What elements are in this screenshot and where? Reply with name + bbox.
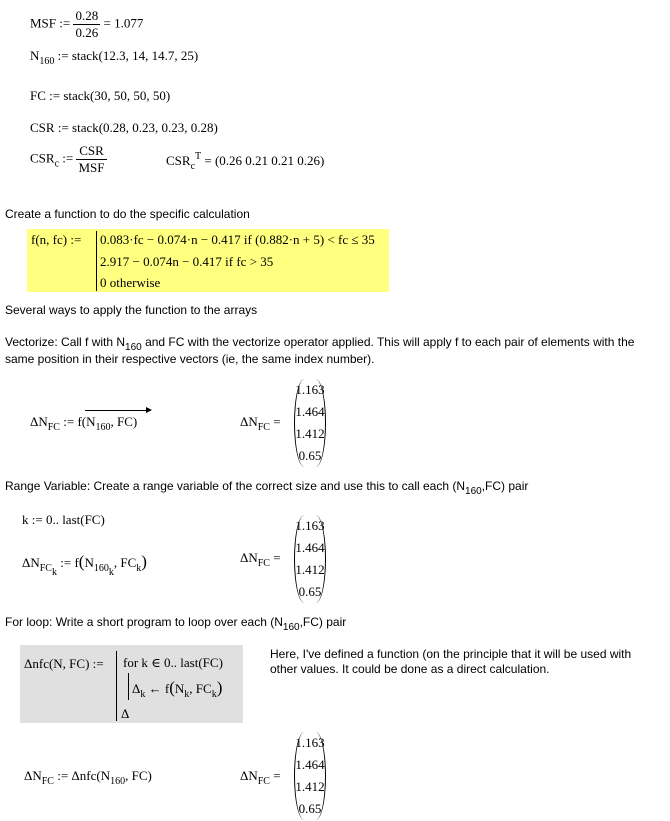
n160-definition xyxy=(30,48,198,67)
forloop-expression: := Δnfc(N xyxy=(57,768,111,783)
range-text-b: ,FC) pair xyxy=(481,479,529,493)
csrc-subscript: c xyxy=(54,158,60,170)
delta-subscript: k xyxy=(140,689,146,700)
fc-var: , FC xyxy=(189,681,212,696)
expr-part: , FC) xyxy=(110,414,138,429)
note-line-2: other values. It could be done as a direct calculation. xyxy=(270,662,550,676)
vectorize-definition xyxy=(30,414,137,433)
vectorize-text-sub: 160 xyxy=(125,342,142,353)
result-vector-2 xyxy=(294,515,326,603)
assign-operator: := xyxy=(59,15,71,31)
for-loop-text xyxy=(5,615,346,633)
n-var: N xyxy=(84,555,94,570)
forloop-expression-end: , FC) xyxy=(125,768,152,783)
fc-subscript: k xyxy=(136,563,142,574)
assign-operator: := xyxy=(63,414,75,429)
program-bracket-outer xyxy=(116,651,117,721)
delta-n-label: ΔN xyxy=(24,768,42,783)
range-k-definition: k := 0.. last(FC) xyxy=(22,512,105,527)
csrc-fraction xyxy=(76,143,106,176)
msf-definition xyxy=(30,8,143,41)
vector-cell: 1.412 xyxy=(295,562,325,577)
csrc-t-subscript: c xyxy=(190,161,196,172)
fc-var: FC xyxy=(120,555,137,570)
numerator: 0.28 xyxy=(75,8,99,23)
for-loop-text-sub: 160 xyxy=(282,622,300,633)
delta-n-label: ΔN xyxy=(240,414,258,429)
close-paren: ) xyxy=(216,678,223,697)
denominator: MSF xyxy=(78,160,105,175)
range-variable-text xyxy=(5,479,528,497)
expr-part: f(N xyxy=(77,414,96,429)
delta-n-label: ΔN xyxy=(240,768,258,783)
delta-n-label: ΔN xyxy=(240,550,258,565)
vector-cell: 1.464 xyxy=(295,540,325,555)
equals-operator: = xyxy=(273,768,281,783)
for-loop-text-a: For loop: Write a short program to loop over each (N xyxy=(5,615,283,629)
assign-f: ← f xyxy=(145,681,170,696)
delta-n-subscript: FC xyxy=(47,422,60,433)
program-lhs: Δnfc(N, FC) := xyxy=(24,656,104,671)
vector-cell: 1.412 xyxy=(295,426,325,441)
vectorize-text-line-2: same position in their respective vectors (ie, the same index number). xyxy=(5,352,375,366)
several-ways-text: Several ways to apply the function to the arrays xyxy=(5,303,258,317)
assign-operator: := xyxy=(62,150,74,166)
function-line-2: 2.917 − 0.074n − 0.417 if fc > 35 xyxy=(100,254,274,269)
open-paren: ( xyxy=(169,678,175,697)
create-function-text: Create a function to do the specific calculation xyxy=(5,207,250,221)
for-loop-text-b: ,FC) pair xyxy=(299,615,347,629)
program-line-1: for k ∈ 0.. last(FC) xyxy=(123,655,223,670)
vector-cell: 1.163 xyxy=(295,382,325,397)
range-definition: $\Delta N_{FC_k}$ := $f(N_{160_k}$, $FC_k$) xyxy=(22,552,147,578)
delta-n-subscript: FC xyxy=(41,776,54,787)
n-subscript: k xyxy=(184,689,190,700)
equals-operator: = xyxy=(273,414,281,429)
forloop-subscript: 160 xyxy=(110,776,126,787)
msf-label: MSF xyxy=(30,15,57,31)
delta-n-subscript: FC xyxy=(257,558,270,569)
fc-definition xyxy=(30,88,170,104)
assign-operator: := xyxy=(60,555,72,570)
result-vector-3 xyxy=(294,732,326,820)
open-paren: ( xyxy=(78,552,85,571)
n-var: N xyxy=(174,681,185,696)
range-result-label xyxy=(240,550,281,569)
vectorize-arrow xyxy=(85,410,150,411)
csr-label: CSR xyxy=(30,120,55,135)
delta-n-subscript: FC xyxy=(257,776,270,787)
forloop-definition xyxy=(24,768,152,787)
n-subscript: 160 xyxy=(93,563,109,574)
csrc-label: CSR xyxy=(30,150,55,166)
n-subscript: 160 xyxy=(39,56,55,67)
vector-cell: 0.65 xyxy=(298,801,322,816)
result-vector-1 xyxy=(294,379,326,467)
function-line-3: 0 otherwise xyxy=(100,275,161,290)
close-paren: ) xyxy=(141,552,147,571)
expr-subscript: 160 xyxy=(95,422,111,433)
delta-var: Δ xyxy=(132,681,141,696)
function-lhs: f(n, fc) := xyxy=(31,232,82,247)
vector-cell: 1.163 xyxy=(295,518,325,533)
range-text-a: Range Variable: Create a range variable of the correct size and use this to call each (N xyxy=(5,479,466,493)
delta-n-subscript: FC xyxy=(39,563,52,574)
delta-n-subsubscript: k xyxy=(51,567,57,578)
equals-operator: = xyxy=(273,550,281,565)
function-name: f xyxy=(74,555,79,570)
vectorize-text-a: Vectorize: Call f with N xyxy=(5,335,126,349)
n160-expression: := stack(12.3, 14, 14.7, 25) xyxy=(57,48,199,63)
n-label: N xyxy=(30,48,40,63)
fc-expression: := stack(30, 50, 50, 50) xyxy=(49,88,171,103)
program-line-2 xyxy=(132,678,222,700)
delta-n-label: ΔN xyxy=(30,414,48,429)
transpose-superscript: T xyxy=(195,151,202,162)
n-subsubscript: k xyxy=(108,567,114,578)
msf-fraction xyxy=(73,8,100,41)
note-line-1: Here, I've defined a function (on the principle that it will be used with xyxy=(270,647,632,661)
csrc-definition xyxy=(30,143,107,176)
program-line-3: Δ xyxy=(121,706,130,721)
csr-definition xyxy=(30,120,218,136)
csrc-t-result: = (0.26 0.21 0.21 0.26) xyxy=(204,153,325,168)
vectorize-text-line-1 xyxy=(5,335,634,353)
numerator: CSR xyxy=(76,143,106,160)
vector-cell: 1.464 xyxy=(295,757,325,772)
delta-n-label: ΔN xyxy=(22,555,40,570)
delta-n-subscript: FC xyxy=(257,422,270,433)
vectorize-expression xyxy=(77,414,138,433)
vector-cell: 0.65 xyxy=(298,584,322,599)
msf-result: = 1.077 xyxy=(103,15,144,31)
function-line-1: 0.083·fc − 0.074·n − 0.417 if (0.882·n + 5) < fc ≤ 35 xyxy=(100,232,375,247)
vector-cell: 0.65 xyxy=(298,448,322,463)
forloop-result-label xyxy=(240,768,281,787)
vectorize-text-b: and FC with the vectorize operator applied. This will apply f to each pair of elements with the xyxy=(141,335,635,349)
vector-cell: 1.464 xyxy=(295,404,325,419)
csrc-transpose xyxy=(166,151,324,172)
vector-cell: 1.163 xyxy=(295,735,325,750)
fc-subscript: k xyxy=(211,689,217,700)
csrc-t-label: CSR xyxy=(166,153,191,168)
program-bracket-inner xyxy=(128,673,129,700)
vector-cell: 1.412 xyxy=(295,779,325,794)
csr-expression: := stack(0.28, 0.23, 0.23, 0.28) xyxy=(57,120,218,135)
fc-label: FC xyxy=(30,88,46,103)
vectorize-result-label xyxy=(240,414,281,433)
function-bracket xyxy=(96,231,97,291)
denominator: 0.26 xyxy=(75,25,99,40)
range-text-sub: 160 xyxy=(465,486,482,497)
